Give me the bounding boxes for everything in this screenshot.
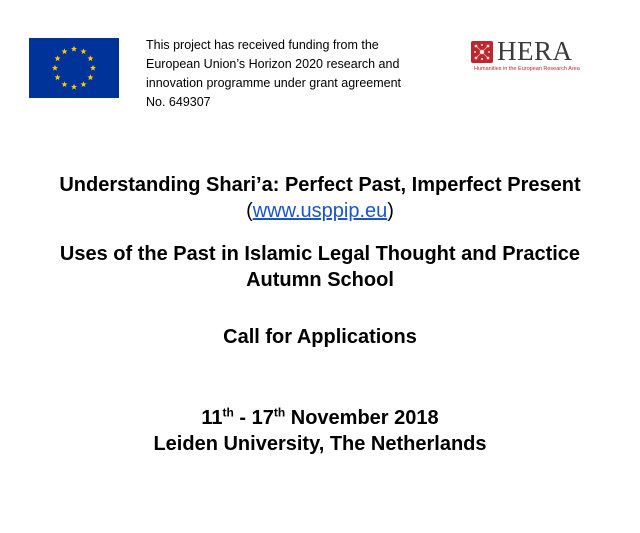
month-year: November 2018 <box>285 407 439 429</box>
funding-line: European Union’s Horizon 2020 research and <box>146 57 400 71</box>
funding-statement <box>146 36 416 112</box>
project-title: Understanding Shari’a: Perfect Past, Imperfect Present <box>59 174 581 196</box>
paren-close: ) <box>387 200 394 222</box>
project-url-line <box>0 198 640 224</box>
event-details <box>0 405 640 457</box>
hera-wordmark: HERA <box>497 36 573 66</box>
funding-line: This project has received funding from the <box>146 38 379 52</box>
eu-flag-icon <box>29 38 119 98</box>
school-title: Uses of the Past in Islamic Legal Thought and Practice <box>59 243 581 265</box>
event-location: Leiden University, The Netherlands <box>153 433 487 455</box>
hera-mark-icon <box>471 41 493 63</box>
event-dates <box>0 405 640 431</box>
start-suffix: th <box>222 405 234 420</box>
project-url-link[interactable]: www.usppip.eu <box>252 200 388 222</box>
paren-open: ( <box>246 200 253 222</box>
date-separator: - <box>233 407 252 429</box>
school-type: Autumn School <box>246 269 394 291</box>
school-heading <box>0 241 640 293</box>
hera-logo <box>471 36 601 80</box>
start-day: 11 <box>201 407 223 429</box>
hera-tagline: Humanities in the European Research Area <box>474 66 580 72</box>
end-day: 17 <box>251 407 274 429</box>
funding-line: No. 649307 <box>146 95 211 109</box>
funding-line: innovation programme under grant agreement <box>146 76 402 90</box>
call-heading <box>0 324 640 350</box>
project-heading <box>0 172 640 224</box>
call-for-applications: Call for Applications <box>223 326 417 348</box>
end-suffix: th <box>273 405 286 420</box>
header <box>0 0 640 130</box>
